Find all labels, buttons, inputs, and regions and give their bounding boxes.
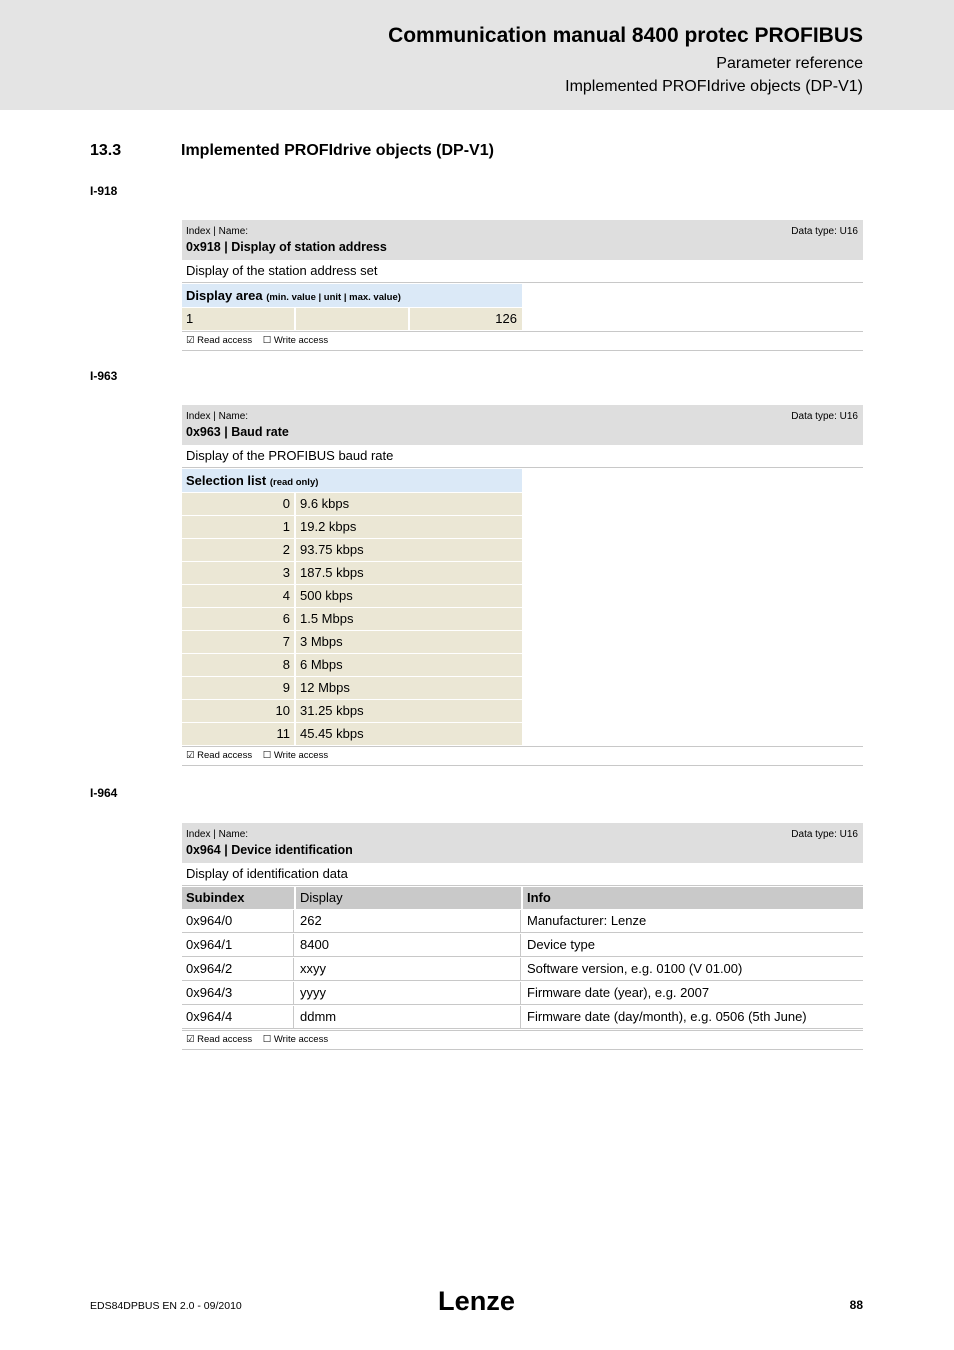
selection-label: 500 kbps [296, 585, 522, 607]
object-description: Display of the station address set [182, 260, 863, 283]
object-label-964: I-964 [90, 786, 118, 800]
info-cell: Software version, e.g. 0100 (V 01.00) [527, 961, 743, 976]
write-access-checkbox: ☐ Write access [262, 335, 329, 346]
selection-list-header [182, 469, 522, 492]
subindex-cell: 0x964/1 [182, 934, 294, 956]
selection-item [182, 723, 522, 745]
object-block-963 [182, 405, 863, 766]
table-row [182, 910, 863, 933]
selection-label: 19.2 kbps [296, 516, 522, 538]
column-header-subindex: Subindex [182, 887, 294, 909]
info-cell: Firmware date (year), e.g. 2007 [527, 985, 710, 1000]
selection-number: 8 [182, 654, 294, 676]
object-name: 0x964 | Device identification [186, 843, 353, 857]
write-access-checkbox: ☐ Write access [262, 750, 329, 761]
display-cell: 8400 [296, 934, 521, 956]
selection-number: 11 [182, 723, 294, 745]
selection-number: 4 [182, 585, 294, 607]
object-label-918: I-918 [90, 184, 118, 198]
selection-label: 12 Mbps [296, 677, 522, 699]
index-name-label: Index | Name: [186, 411, 249, 422]
info-cell: Device type [527, 937, 595, 952]
selection-item [182, 562, 522, 584]
section-title: Implemented PROFIdrive objects (DP-V1) [181, 142, 494, 159]
read-access-checkbox: ☑ Read access [186, 335, 253, 346]
subindex-cell: 0x964/0 [182, 910, 294, 932]
object-description: Display of identification data [182, 863, 863, 886]
display-area-header [182, 284, 522, 307]
selection-label: 3 Mbps [296, 631, 522, 653]
selection-item [182, 585, 522, 607]
selection-label: 45.45 kbps [296, 723, 522, 745]
selection-number: 3 [182, 562, 294, 584]
manual-title: Communication manual 8400 protec PROFIBUS [388, 24, 863, 47]
object-name: 0x963 | Baud rate [186, 425, 289, 439]
selection-number: 7 [182, 631, 294, 653]
object-name-bar [182, 823, 863, 863]
selection-item [182, 608, 522, 630]
display-cell: yyyy [296, 982, 521, 1004]
selection-label: 9.6 kbps [296, 493, 522, 515]
info-cell: Manufacturer: Lenze [527, 913, 647, 928]
display-cell: 262 [296, 910, 521, 932]
object-description: Display of the PROFIBUS baud rate [182, 445, 863, 468]
access-row [182, 1030, 863, 1050]
access-row [182, 331, 863, 351]
data-type-label: Data type: U16 [791, 411, 858, 422]
table-row [182, 958, 863, 981]
selection-item [182, 654, 522, 676]
selection-label: 93.75 kbps [296, 539, 522, 561]
selection-list-title: Selection list [186, 473, 267, 488]
object-label-963: I-963 [90, 369, 118, 383]
subindex-cell: 0x964/4 [182, 1006, 294, 1028]
max-value: 126 [410, 308, 522, 330]
selection-number: 10 [182, 700, 294, 722]
index-name-label: Index | Name: [186, 226, 249, 237]
min-value: 1 [182, 308, 294, 330]
info-cell: Firmware date (day/month), e.g. 0506 (5th June) [527, 1009, 807, 1024]
data-type-label: Data type: U16 [791, 226, 858, 237]
subindex-cell: 0x964/2 [182, 958, 294, 980]
table-row [182, 982, 863, 1005]
selection-item [182, 677, 522, 699]
selection-label: 1.5 Mbps [296, 608, 522, 630]
read-access-checkbox: ☑ Read access [186, 750, 253, 761]
selection-label: 6 Mbps [296, 654, 522, 676]
page-number: 88 [849, 1298, 863, 1312]
object-block-964 [182, 823, 863, 1050]
selection-item [182, 539, 522, 561]
column-header-info: Info [523, 887, 863, 909]
selection-item [182, 700, 522, 722]
object-name-bar [182, 220, 863, 260]
index-name-label: Index | Name: [186, 829, 249, 840]
access-row [182, 746, 863, 766]
selection-number: 0 [182, 493, 294, 515]
table-row [182, 1006, 863, 1029]
document-id: EDS84DPBUS EN 2.0 - 09/2010 [90, 1300, 242, 1312]
subindex-cell: 0x964/3 [182, 982, 294, 1004]
selection-item [182, 516, 522, 538]
data-type-label: Data type: U16 [791, 829, 858, 840]
selection-label: 31.25 kbps [296, 700, 522, 722]
selection-list-note: (read only) [269, 477, 319, 488]
read-access-checkbox: ☑ Read access [186, 1034, 253, 1045]
unit-value [296, 308, 408, 330]
selection-number: 1 [182, 516, 294, 538]
section-number: 13.3 [90, 142, 122, 159]
write-access-checkbox: ☐ Write access [262, 1034, 329, 1045]
selection-number: 9 [182, 677, 294, 699]
page-header [0, 0, 954, 110]
table-row [182, 934, 863, 957]
selection-number: 6 [182, 608, 294, 630]
section-header-title: Implemented PROFIdrive objects (DP-V1) [565, 78, 863, 95]
object-name: 0x918 | Display of station address [186, 240, 387, 254]
selection-item [182, 493, 522, 515]
display-area-title: Display area [186, 288, 263, 303]
table-header-row [182, 887, 863, 909]
selection-label: 187.5 kbps [296, 562, 522, 584]
column-header-display: Display [296, 887, 521, 909]
object-name-bar [182, 405, 863, 445]
selection-number: 2 [182, 539, 294, 561]
chapter-title: Parameter reference [716, 55, 863, 72]
display-cell: ddmm [296, 1006, 521, 1028]
lenze-logo [438, 1285, 516, 1315]
display-cell: xxyy [296, 958, 521, 980]
display-area-row [182, 308, 522, 330]
object-block-918 [182, 220, 863, 351]
display-area-note: (min. value | unit | max. value) [266, 292, 401, 303]
selection-item [182, 631, 522, 653]
svg-text:Lenze: Lenze [438, 1286, 515, 1315]
